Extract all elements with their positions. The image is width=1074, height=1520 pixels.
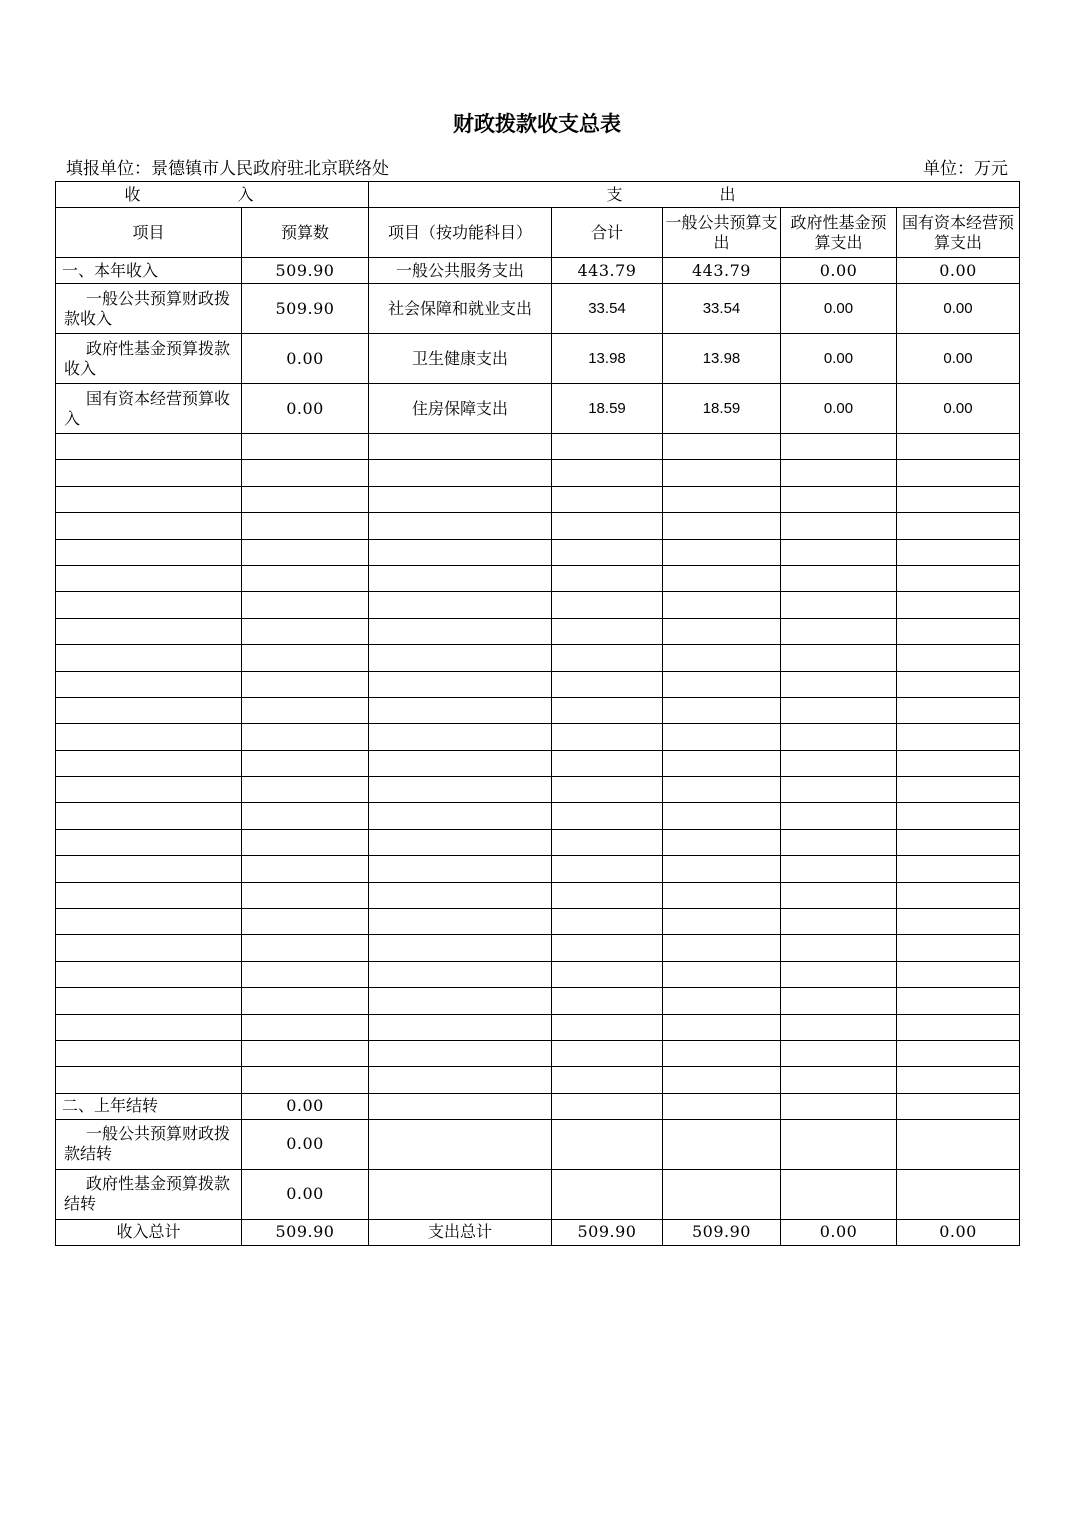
- empty-cell: [663, 1169, 781, 1219]
- empty-cell: [369, 988, 552, 1014]
- empty-cell: [552, 618, 663, 644]
- empty-cell: [897, 697, 1020, 723]
- income-item: 政府性基金预算拨款结转: [56, 1169, 242, 1219]
- empty-cell: [897, 724, 1020, 750]
- empty-cell: [369, 1014, 552, 1040]
- empty-row: [56, 1067, 1020, 1093]
- empty-cell: [663, 1067, 781, 1093]
- empty-cell: [369, 592, 552, 618]
- empty-row: [56, 909, 1020, 935]
- empty-cell: [56, 1067, 242, 1093]
- empty-cell: [663, 882, 781, 908]
- table-row: [56, 334, 1020, 384]
- empty-cell: [552, 1040, 663, 1066]
- empty-cell: [56, 856, 242, 882]
- empty-cell: [781, 750, 897, 776]
- income-item: 政府性基金预算拨款收入: [56, 334, 242, 384]
- empty-cell: [897, 618, 1020, 644]
- empty-cell: [56, 988, 242, 1014]
- empty-cell: [369, 460, 552, 486]
- expense-fund: 0.00: [781, 384, 897, 434]
- empty-cell: [552, 803, 663, 829]
- empty-row: [56, 434, 1020, 460]
- empty-cell: [897, 565, 1020, 591]
- empty-cell: [552, 856, 663, 882]
- empty-cell: [781, 829, 897, 855]
- empty-row: [56, 750, 1020, 776]
- empty-cell: [663, 935, 781, 961]
- empty-cell: [369, 671, 552, 697]
- empty-cell: [56, 592, 242, 618]
- empty-cell: [552, 434, 663, 460]
- empty-row: [56, 645, 1020, 671]
- empty-cell: [781, 882, 897, 908]
- empty-cell: [242, 829, 369, 855]
- empty-cell: [781, 645, 897, 671]
- empty-cell: [242, 777, 369, 803]
- empty-cell: [552, 988, 663, 1014]
- empty-cell: [56, 882, 242, 908]
- empty-cell: [56, 460, 242, 486]
- empty-cell: [369, 856, 552, 882]
- empty-cell: [552, 671, 663, 697]
- empty-cell: [242, 460, 369, 486]
- empty-cell: [56, 434, 242, 460]
- table-row: [56, 258, 1020, 284]
- empty-cell: [56, 513, 242, 539]
- expense-total-fund: 0.00: [781, 1219, 897, 1245]
- expense-total: 33.54: [552, 284, 663, 334]
- empty-cell: [781, 724, 897, 750]
- income-item: 一般公共预算财政拨款结转: [56, 1119, 242, 1169]
- expense-item: 一般公共服务支出: [369, 258, 552, 284]
- empty-cell: [897, 513, 1020, 539]
- empty-row: [56, 671, 1020, 697]
- column-header-row: [56, 208, 1020, 258]
- empty-cell: [552, 1093, 663, 1119]
- empty-cell: [552, 882, 663, 908]
- empty-cell: [56, 1040, 242, 1066]
- empty-cell: [369, 1067, 552, 1093]
- header-item: 项目: [56, 208, 242, 258]
- expense-total-sum: 509.90: [552, 1219, 663, 1245]
- empty-cell: [369, 1040, 552, 1066]
- income-value: 0.00: [242, 334, 369, 384]
- reporting-unit: 填报单位：景德镇市人民政府驻北京联络处: [66, 159, 389, 179]
- empty-cell: [897, 645, 1020, 671]
- empty-cell: [369, 803, 552, 829]
- table-row: [56, 384, 1020, 434]
- finance-table: [55, 181, 1020, 1246]
- empty-cell: [56, 829, 242, 855]
- empty-cell: [897, 539, 1020, 565]
- header-total: 合计: [552, 208, 663, 258]
- empty-cell: [781, 1040, 897, 1066]
- empty-cell: [56, 539, 242, 565]
- header-func-item: 项目（按功能科目）: [369, 208, 552, 258]
- empty-cell: [552, 565, 663, 591]
- empty-cell: [897, 961, 1020, 987]
- empty-cell: [781, 777, 897, 803]
- expense-total-general: 509.90: [663, 1219, 781, 1245]
- empty-cell: [369, 697, 552, 723]
- expense-capital: 0.00: [897, 334, 1020, 384]
- empty-row: [56, 1014, 1020, 1040]
- empty-cell: [897, 935, 1020, 961]
- empty-row: [56, 882, 1020, 908]
- empty-cell: [369, 882, 552, 908]
- empty-cell: [369, 1169, 552, 1219]
- income-total-value: 509.90: [242, 1219, 369, 1245]
- empty-cell: [663, 645, 781, 671]
- empty-cell: [369, 935, 552, 961]
- empty-cell: [897, 1119, 1020, 1169]
- empty-cell: [552, 750, 663, 776]
- table-row: [56, 1093, 1020, 1119]
- empty-cell: [56, 671, 242, 697]
- header-fund: 政府性基金预算支出: [781, 208, 897, 258]
- empty-row: [56, 961, 1020, 987]
- empty-cell: [781, 434, 897, 460]
- empty-cell: [242, 671, 369, 697]
- expense-general: 13.98: [663, 334, 781, 384]
- expense-item: 住房保障支出: [369, 384, 552, 434]
- empty-row: [56, 803, 1020, 829]
- empty-cell: [242, 988, 369, 1014]
- empty-cell: [781, 671, 897, 697]
- currency-unit: 单位：万元: [923, 159, 1008, 179]
- expense-total: 443.79: [552, 258, 663, 284]
- header-capital: 国有资本经营预算支出: [897, 208, 1020, 258]
- empty-cell: [781, 803, 897, 829]
- empty-cell: [369, 750, 552, 776]
- empty-cell: [369, 1119, 552, 1169]
- empty-row: [56, 1040, 1020, 1066]
- income-value: 509.90: [242, 284, 369, 334]
- empty-cell: [552, 539, 663, 565]
- empty-cell: [663, 486, 781, 512]
- empty-cell: [56, 777, 242, 803]
- empty-cell: [369, 513, 552, 539]
- empty-cell: [242, 539, 369, 565]
- empty-cell: [663, 1014, 781, 1040]
- empty-cell: [663, 829, 781, 855]
- empty-cell: [369, 829, 552, 855]
- empty-cell: [242, 909, 369, 935]
- empty-cell: [242, 1040, 369, 1066]
- empty-cell: [552, 513, 663, 539]
- expense-fund: 0.00: [781, 284, 897, 334]
- empty-row: [56, 856, 1020, 882]
- empty-cell: [552, 777, 663, 803]
- expense-item: 社会保障和就业支出: [369, 284, 552, 334]
- empty-cell: [897, 750, 1020, 776]
- empty-cell: [663, 513, 781, 539]
- empty-cell: [897, 486, 1020, 512]
- empty-cell: [552, 909, 663, 935]
- empty-cell: [897, 1169, 1020, 1219]
- empty-cell: [897, 671, 1020, 697]
- empty-cell: [552, 486, 663, 512]
- empty-cell: [369, 565, 552, 591]
- empty-cell: [781, 539, 897, 565]
- empty-cell: [552, 697, 663, 723]
- empty-cell: [56, 935, 242, 961]
- empty-cell: [663, 909, 781, 935]
- empty-cell: [552, 645, 663, 671]
- empty-cell: [242, 565, 369, 591]
- empty-cell: [552, 592, 663, 618]
- empty-cell: [552, 961, 663, 987]
- empty-cell: [552, 829, 663, 855]
- empty-cell: [781, 1119, 897, 1169]
- empty-cell: [663, 565, 781, 591]
- empty-cell: [369, 1093, 552, 1119]
- empty-cell: [552, 1014, 663, 1040]
- income-value: 0.00: [242, 1093, 369, 1119]
- empty-cell: [781, 460, 897, 486]
- expense-capital: 0.00: [897, 284, 1020, 334]
- empty-cell: [663, 618, 781, 644]
- income-value: 0.00: [242, 1169, 369, 1219]
- expense-general: 18.59: [663, 384, 781, 434]
- empty-cell: [781, 935, 897, 961]
- expense-total-capital: 0.00: [897, 1219, 1020, 1245]
- expense-capital: 0.00: [897, 384, 1020, 434]
- empty-cell: [56, 618, 242, 644]
- empty-cell: [552, 724, 663, 750]
- income-item: 一、本年收入: [56, 258, 242, 284]
- empty-cell: [56, 724, 242, 750]
- empty-cell: [781, 1014, 897, 1040]
- empty-cell: [897, 592, 1020, 618]
- empty-cell: [369, 777, 552, 803]
- empty-cell: [242, 486, 369, 512]
- empty-cell: [781, 856, 897, 882]
- empty-cell: [369, 961, 552, 987]
- empty-row: [56, 724, 1020, 750]
- income-item: 一般公共预算财政拨款收入: [56, 284, 242, 334]
- expense-fund: 0.00: [781, 334, 897, 384]
- empty-cell: [663, 724, 781, 750]
- empty-row: [56, 513, 1020, 539]
- empty-cell: [781, 486, 897, 512]
- section-header-row: [56, 182, 1020, 208]
- header-general: 一般公共预算支出: [663, 208, 781, 258]
- empty-row: [56, 777, 1020, 803]
- empty-cell: [897, 1067, 1020, 1093]
- income-value: 0.00: [242, 384, 369, 434]
- expense-total: 18.59: [552, 384, 663, 434]
- empty-row: [56, 565, 1020, 591]
- expense-header: 支 出: [369, 182, 1020, 208]
- empty-cell: [242, 592, 369, 618]
- empty-cell: [897, 882, 1020, 908]
- empty-cell: [781, 1169, 897, 1219]
- empty-cell: [56, 565, 242, 591]
- header-budget: 预算数: [242, 208, 369, 258]
- empty-cell: [552, 460, 663, 486]
- empty-row: [56, 592, 1020, 618]
- empty-row: [56, 988, 1020, 1014]
- income-value: 509.90: [242, 258, 369, 284]
- empty-cell: [242, 961, 369, 987]
- empty-cell: [663, 1093, 781, 1119]
- page-title: 财政拨款收支总表: [453, 111, 621, 136]
- empty-cell: [781, 1067, 897, 1093]
- empty-cell: [56, 645, 242, 671]
- totals-row: [56, 1219, 1020, 1245]
- empty-cell: [242, 513, 369, 539]
- expense-general: 33.54: [663, 284, 781, 334]
- table-row: [56, 1169, 1020, 1219]
- empty-cell: [56, 486, 242, 512]
- empty-cell: [781, 697, 897, 723]
- empty-cell: [663, 856, 781, 882]
- empty-cell: [56, 1014, 242, 1040]
- income-total-label: 收入总计: [56, 1219, 242, 1245]
- empty-cell: [56, 961, 242, 987]
- empty-cell: [369, 434, 552, 460]
- empty-row: [56, 539, 1020, 565]
- empty-cell: [369, 618, 552, 644]
- empty-rows: [56, 434, 1020, 1094]
- empty-cell: [242, 1014, 369, 1040]
- empty-cell: [552, 935, 663, 961]
- table-row: [56, 284, 1020, 334]
- empty-cell: [369, 486, 552, 512]
- empty-cell: [242, 697, 369, 723]
- empty-cell: [663, 1040, 781, 1066]
- empty-cell: [369, 724, 552, 750]
- income-header: 收 入: [56, 182, 369, 208]
- empty-cell: [781, 988, 897, 1014]
- empty-cell: [56, 909, 242, 935]
- empty-cell: [897, 1014, 1020, 1040]
- empty-cell: [663, 697, 781, 723]
- empty-row: [56, 829, 1020, 855]
- empty-row: [56, 618, 1020, 644]
- income-value: 0.00: [242, 1119, 369, 1169]
- empty-cell: [663, 460, 781, 486]
- expense-fund: 0.00: [781, 258, 897, 284]
- empty-cell: [369, 909, 552, 935]
- table-row: [56, 1119, 1020, 1169]
- empty-cell: [56, 803, 242, 829]
- empty-cell: [897, 777, 1020, 803]
- expense-total-label: 支出总计: [369, 1219, 552, 1245]
- empty-cell: [663, 539, 781, 565]
- empty-cell: [242, 724, 369, 750]
- empty-cell: [242, 645, 369, 671]
- empty-cell: [897, 909, 1020, 935]
- empty-cell: [781, 1093, 897, 1119]
- empty-cell: [663, 777, 781, 803]
- empty-row: [56, 486, 1020, 512]
- empty-cell: [781, 961, 897, 987]
- empty-cell: [242, 750, 369, 776]
- empty-cell: [552, 1169, 663, 1219]
- empty-row: [56, 935, 1020, 961]
- expense-total: 13.98: [552, 334, 663, 384]
- expense-capital: 0.00: [897, 258, 1020, 284]
- empty-cell: [242, 1067, 369, 1093]
- empty-cell: [663, 592, 781, 618]
- empty-cell: [897, 856, 1020, 882]
- empty-cell: [781, 592, 897, 618]
- empty-row: [56, 460, 1020, 486]
- empty-cell: [663, 1119, 781, 1169]
- empty-cell: [781, 909, 897, 935]
- empty-cell: [242, 856, 369, 882]
- empty-cell: [663, 750, 781, 776]
- empty-cell: [369, 645, 552, 671]
- empty-cell: [897, 829, 1020, 855]
- empty-cell: [897, 988, 1020, 1014]
- empty-cell: [897, 434, 1020, 460]
- empty-cell: [369, 539, 552, 565]
- empty-row: [56, 697, 1020, 723]
- empty-cell: [56, 697, 242, 723]
- empty-cell: [663, 961, 781, 987]
- empty-cell: [242, 434, 369, 460]
- empty-cell: [242, 882, 369, 908]
- empty-cell: [242, 803, 369, 829]
- empty-cell: [897, 460, 1020, 486]
- empty-cell: [897, 1040, 1020, 1066]
- empty-cell: [663, 803, 781, 829]
- empty-cell: [897, 1093, 1020, 1119]
- empty-cell: [663, 671, 781, 697]
- empty-cell: [242, 935, 369, 961]
- expense-general: 443.79: [663, 258, 781, 284]
- income-item: 国有资本经营预算收入: [56, 384, 242, 434]
- empty-cell: [552, 1119, 663, 1169]
- expense-item: 卫生健康支出: [369, 334, 552, 384]
- empty-cell: [663, 434, 781, 460]
- empty-cell: [781, 513, 897, 539]
- empty-cell: [56, 750, 242, 776]
- empty-cell: [781, 565, 897, 591]
- empty-cell: [897, 803, 1020, 829]
- empty-cell: [781, 618, 897, 644]
- empty-cell: [663, 988, 781, 1014]
- empty-cell: [552, 1067, 663, 1093]
- empty-cell: [242, 618, 369, 644]
- income-item: 二、上年结转: [56, 1093, 242, 1119]
